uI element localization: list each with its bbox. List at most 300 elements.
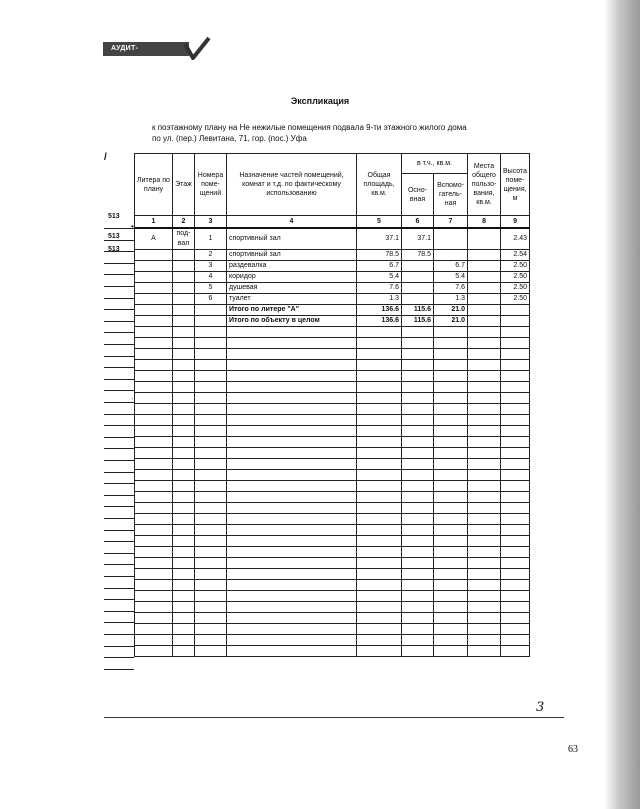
table-cell bbox=[227, 525, 357, 536]
stub-line bbox=[104, 518, 134, 519]
table-cell bbox=[357, 503, 402, 514]
stub-line bbox=[104, 356, 134, 357]
table-cell bbox=[501, 602, 530, 613]
table-cell bbox=[402, 437, 434, 448]
table-cell bbox=[434, 426, 468, 437]
table-cell bbox=[402, 525, 434, 536]
empty-row bbox=[135, 448, 530, 459]
stub-line bbox=[104, 309, 134, 310]
table-cell bbox=[468, 536, 501, 547]
table-cell bbox=[135, 272, 173, 283]
table-cell bbox=[195, 437, 227, 448]
document-subtitle bbox=[152, 122, 512, 144]
table-cell: 2.54 bbox=[501, 250, 530, 261]
table-cell bbox=[402, 349, 434, 360]
table-cell bbox=[402, 492, 434, 503]
document-title: Экспликация bbox=[290, 96, 350, 106]
table-cell bbox=[173, 558, 195, 569]
table-cell: душевая bbox=[227, 283, 357, 294]
table-cell bbox=[501, 591, 530, 602]
table-cell bbox=[195, 470, 227, 481]
stub-line bbox=[104, 495, 134, 496]
table-row bbox=[135, 283, 530, 294]
table-cell bbox=[357, 360, 402, 371]
table-cell bbox=[135, 349, 173, 360]
table-cell bbox=[434, 459, 468, 470]
table-cell bbox=[195, 580, 227, 591]
stub-line bbox=[104, 599, 134, 600]
table-cell bbox=[468, 448, 501, 459]
table-cell bbox=[501, 569, 530, 580]
table-cell bbox=[501, 305, 530, 316]
table-cell bbox=[434, 448, 468, 459]
table-cell bbox=[135, 261, 173, 272]
table-cell bbox=[501, 503, 530, 514]
table-cell bbox=[195, 536, 227, 547]
table-cell bbox=[434, 228, 468, 250]
header-main-area: Осно-вная bbox=[402, 174, 434, 216]
table-cell bbox=[135, 437, 173, 448]
table-cell bbox=[227, 569, 357, 580]
table-cell bbox=[357, 459, 402, 470]
table-cell bbox=[195, 514, 227, 525]
table-cell bbox=[434, 635, 468, 646]
table-cell bbox=[434, 613, 468, 624]
table-cell bbox=[468, 635, 501, 646]
bottom-rule bbox=[104, 717, 564, 718]
table-cell bbox=[195, 338, 227, 349]
stub-line bbox=[104, 646, 134, 647]
table-cell bbox=[173, 437, 195, 448]
stub-line bbox=[104, 263, 134, 264]
table-cell bbox=[195, 349, 227, 360]
table-cell bbox=[227, 393, 357, 404]
empty-row bbox=[135, 547, 530, 558]
table-cell bbox=[173, 525, 195, 536]
table-cell bbox=[195, 448, 227, 459]
table-cell: 136.6 bbox=[357, 305, 402, 316]
table-cell bbox=[402, 404, 434, 415]
table-cell bbox=[468, 426, 501, 437]
table-cell: спортивный зал bbox=[227, 228, 357, 250]
table-cell bbox=[135, 426, 173, 437]
stub-line bbox=[104, 506, 134, 507]
subtitle-line-2: по ул. (пер.) Левитана, 71, гор. (пос.) Уфа bbox=[152, 134, 307, 143]
empty-row bbox=[135, 580, 530, 591]
table-cell bbox=[434, 569, 468, 580]
stub-line bbox=[104, 530, 134, 531]
stub-line bbox=[104, 541, 134, 542]
table-cell bbox=[135, 360, 173, 371]
table-cell bbox=[227, 437, 357, 448]
table-cell bbox=[402, 426, 434, 437]
table-cell bbox=[173, 481, 195, 492]
table-cell bbox=[173, 404, 195, 415]
table-cell bbox=[227, 503, 357, 514]
col-number: 7 bbox=[434, 216, 468, 229]
table-cell bbox=[357, 349, 402, 360]
table-cell bbox=[468, 250, 501, 261]
table-cell bbox=[468, 470, 501, 481]
table-cell bbox=[468, 228, 501, 250]
stub-line bbox=[104, 321, 134, 322]
table-cell bbox=[501, 481, 530, 492]
margin-dot: : bbox=[131, 396, 134, 405]
table-cell bbox=[468, 360, 501, 371]
table-cell bbox=[173, 569, 195, 580]
table-cell bbox=[195, 624, 227, 635]
table-cell: 2.50 bbox=[501, 272, 530, 283]
table-cell bbox=[468, 569, 501, 580]
stub-line bbox=[104, 448, 134, 449]
table-cell bbox=[195, 646, 227, 657]
table-cell bbox=[135, 569, 173, 580]
table-cell bbox=[501, 646, 530, 657]
table-cell bbox=[195, 393, 227, 404]
table-cell bbox=[135, 646, 173, 657]
table-cell bbox=[468, 481, 501, 492]
col-number: 1 bbox=[135, 216, 173, 229]
table-cell bbox=[434, 558, 468, 569]
table-cell bbox=[227, 404, 357, 415]
table-cell bbox=[468, 327, 501, 338]
table-cell bbox=[357, 327, 402, 338]
table-cell bbox=[135, 404, 173, 415]
table-cell bbox=[434, 536, 468, 547]
table-cell bbox=[227, 580, 357, 591]
logo-check-icon bbox=[183, 36, 211, 60]
side-mark: 513 bbox=[108, 246, 120, 253]
table-cell bbox=[402, 624, 434, 635]
table-cell: 6.7 bbox=[357, 261, 402, 272]
table-cell bbox=[357, 536, 402, 547]
table-cell bbox=[501, 349, 530, 360]
table-cell bbox=[173, 316, 195, 327]
table-cell bbox=[402, 415, 434, 426]
stub-line bbox=[104, 622, 134, 623]
page-number: 63 bbox=[568, 744, 578, 755]
table-cell bbox=[468, 294, 501, 305]
table-cell bbox=[135, 459, 173, 470]
table-cell bbox=[402, 547, 434, 558]
table-cell bbox=[135, 294, 173, 305]
col-number: 4 bbox=[227, 216, 357, 229]
table-cell bbox=[135, 503, 173, 514]
table-cell bbox=[434, 591, 468, 602]
table-cell bbox=[173, 602, 195, 613]
table-cell bbox=[227, 492, 357, 503]
table-cell bbox=[195, 503, 227, 514]
empty-row bbox=[135, 492, 530, 503]
table-cell bbox=[357, 635, 402, 646]
table-cell bbox=[501, 536, 530, 547]
table-cell bbox=[195, 382, 227, 393]
table-cell bbox=[468, 338, 501, 349]
table-cell bbox=[227, 558, 357, 569]
table-cell bbox=[501, 448, 530, 459]
table-cell: 5.4 bbox=[434, 272, 468, 283]
table-cell bbox=[501, 635, 530, 646]
empty-row bbox=[135, 591, 530, 602]
table-cell bbox=[227, 646, 357, 657]
table-cell bbox=[402, 470, 434, 481]
table-cell bbox=[227, 426, 357, 437]
table-cell bbox=[501, 327, 530, 338]
stub-line bbox=[104, 240, 134, 241]
totals-row bbox=[135, 305, 530, 316]
table-cell bbox=[357, 437, 402, 448]
empty-row bbox=[135, 349, 530, 360]
subtitle-line-1: к поэтажному плану на Не нежилые помещения подвала 9-ти этажного жилого дома bbox=[152, 123, 467, 132]
table-cell bbox=[173, 393, 195, 404]
table-cell: коридор bbox=[227, 272, 357, 283]
table-cell bbox=[195, 327, 227, 338]
table-cell bbox=[173, 250, 195, 261]
table-cell: 7.6 bbox=[357, 283, 402, 294]
table-cell: 115.6 bbox=[402, 305, 434, 316]
table-cell bbox=[195, 316, 227, 327]
table-cell bbox=[357, 580, 402, 591]
table-cell bbox=[501, 624, 530, 635]
table-cell bbox=[402, 514, 434, 525]
table-cell bbox=[501, 437, 530, 448]
table-cell bbox=[227, 459, 357, 470]
table-cell bbox=[434, 382, 468, 393]
table-cell: 78.5 bbox=[357, 250, 402, 261]
table-row bbox=[135, 228, 530, 250]
table-cell bbox=[501, 580, 530, 591]
table-cell bbox=[195, 426, 227, 437]
table-cell bbox=[195, 602, 227, 613]
table-cell bbox=[227, 382, 357, 393]
table-cell bbox=[135, 283, 173, 294]
table-cell bbox=[227, 371, 357, 382]
stub-line bbox=[104, 425, 134, 426]
table-cell bbox=[195, 305, 227, 316]
table-cell bbox=[357, 448, 402, 459]
table-cell bbox=[227, 591, 357, 602]
table-cell bbox=[173, 646, 195, 657]
table-cell bbox=[357, 338, 402, 349]
table-cell bbox=[357, 613, 402, 624]
table-cell: 5 bbox=[195, 283, 227, 294]
empty-row bbox=[135, 415, 530, 426]
table-cell: 2.50 bbox=[501, 283, 530, 294]
table-cell bbox=[195, 459, 227, 470]
table-cell bbox=[173, 624, 195, 635]
empty-row bbox=[135, 569, 530, 580]
table-cell bbox=[227, 602, 357, 613]
table-cell bbox=[402, 580, 434, 591]
table-cell bbox=[173, 503, 195, 514]
table-cell bbox=[357, 404, 402, 415]
table-cell bbox=[227, 349, 357, 360]
stub-line bbox=[104, 483, 134, 484]
table-cell bbox=[195, 360, 227, 371]
stub-line bbox=[104, 657, 134, 658]
table-cell bbox=[468, 547, 501, 558]
table-cell bbox=[434, 360, 468, 371]
table-cell: 78.5 bbox=[402, 250, 434, 261]
col-number: 2 bbox=[173, 216, 195, 229]
stub-line bbox=[104, 298, 134, 299]
table-cell bbox=[135, 415, 173, 426]
table-cell bbox=[468, 580, 501, 591]
table-cell bbox=[135, 514, 173, 525]
table-cell bbox=[501, 426, 530, 437]
empty-row bbox=[135, 602, 530, 613]
header-including: в т.ч., кв.м. bbox=[402, 154, 468, 174]
table-cell bbox=[195, 569, 227, 580]
header-room-no: Номера поме-щений bbox=[195, 154, 227, 216]
table-cell: 1.3 bbox=[434, 294, 468, 305]
empty-row bbox=[135, 459, 530, 470]
table-cell bbox=[357, 393, 402, 404]
table-cell bbox=[468, 459, 501, 470]
table-cell: туалет bbox=[227, 294, 357, 305]
empty-row bbox=[135, 624, 530, 635]
col-number: 6 bbox=[402, 216, 434, 229]
scan-edge-shadow bbox=[604, 0, 640, 809]
table-cell bbox=[135, 525, 173, 536]
table-cell bbox=[173, 613, 195, 624]
table-cell: 7.6 bbox=[434, 283, 468, 294]
table-cell bbox=[402, 602, 434, 613]
table-cell bbox=[135, 393, 173, 404]
table-cell bbox=[195, 591, 227, 602]
table-cell bbox=[402, 558, 434, 569]
table-cell bbox=[501, 558, 530, 569]
table-cell bbox=[501, 415, 530, 426]
table-cell bbox=[357, 371, 402, 382]
table-cell bbox=[227, 481, 357, 492]
table-cell bbox=[195, 525, 227, 536]
table-cell bbox=[173, 349, 195, 360]
table-cell bbox=[135, 492, 173, 503]
table-cell bbox=[402, 272, 434, 283]
empty-row bbox=[135, 437, 530, 448]
table-cell bbox=[195, 547, 227, 558]
table-cell: 2.43 bbox=[501, 228, 530, 250]
table-cell bbox=[173, 360, 195, 371]
table-cell bbox=[357, 558, 402, 569]
stub-line bbox=[104, 414, 134, 415]
table-cell bbox=[434, 481, 468, 492]
table-cell bbox=[402, 294, 434, 305]
stub-line bbox=[104, 553, 134, 554]
table-cell bbox=[402, 503, 434, 514]
table-cell bbox=[357, 525, 402, 536]
table-cell bbox=[501, 470, 530, 481]
table-cell: 2 bbox=[195, 250, 227, 261]
table-cell bbox=[434, 338, 468, 349]
stub-line bbox=[104, 669, 134, 670]
table-cell bbox=[434, 602, 468, 613]
empty-row bbox=[135, 503, 530, 514]
table-cell bbox=[402, 393, 434, 404]
table-cell bbox=[227, 360, 357, 371]
table-cell bbox=[434, 525, 468, 536]
table-cell bbox=[468, 283, 501, 294]
table-cell bbox=[135, 448, 173, 459]
empty-row bbox=[135, 613, 530, 624]
table-cell bbox=[173, 470, 195, 481]
table-cell bbox=[402, 635, 434, 646]
stub-line bbox=[104, 379, 134, 380]
table-cell bbox=[357, 470, 402, 481]
table-cell bbox=[195, 481, 227, 492]
table-cell bbox=[468, 261, 501, 272]
explication-table bbox=[134, 153, 530, 657]
table-cell bbox=[402, 371, 434, 382]
stub-line bbox=[104, 634, 134, 635]
company-logo: АУДИТ-БЕЗОПАСНОСТЬ bbox=[103, 42, 189, 56]
table-cell: 6 bbox=[195, 294, 227, 305]
side-mark: 513 bbox=[108, 233, 120, 240]
table-cell bbox=[357, 569, 402, 580]
table-cell: 6.7 bbox=[434, 261, 468, 272]
col-number: 9 bbox=[501, 216, 530, 229]
table-cell bbox=[434, 250, 468, 261]
table-cell bbox=[434, 415, 468, 426]
table-cell bbox=[402, 613, 434, 624]
table-cell bbox=[135, 613, 173, 624]
table-cell bbox=[468, 393, 501, 404]
empty-row bbox=[135, 536, 530, 547]
table-cell bbox=[501, 459, 530, 470]
table-cell bbox=[135, 635, 173, 646]
empty-row bbox=[135, 371, 530, 382]
table-cell bbox=[434, 514, 468, 525]
table-cell bbox=[357, 646, 402, 657]
table-cell bbox=[468, 316, 501, 327]
table-cell: 4 bbox=[195, 272, 227, 283]
table-cell bbox=[434, 503, 468, 514]
table-cell bbox=[357, 624, 402, 635]
table-cell bbox=[501, 613, 530, 624]
table-cell bbox=[501, 393, 530, 404]
empty-row bbox=[135, 481, 530, 492]
table-cell bbox=[173, 261, 195, 272]
table-cell bbox=[227, 327, 357, 338]
table-cell bbox=[227, 536, 357, 547]
table-cell bbox=[195, 492, 227, 503]
table-cell bbox=[468, 613, 501, 624]
table-cell bbox=[434, 404, 468, 415]
table-cell: Итого по литере "А" bbox=[227, 305, 357, 316]
table-cell: 3 bbox=[195, 261, 227, 272]
table-cell bbox=[402, 261, 434, 272]
table-row bbox=[135, 261, 530, 272]
margin-tick: / bbox=[104, 152, 107, 163]
table-cell bbox=[501, 382, 530, 393]
table-cell: 37.1 bbox=[357, 228, 402, 250]
table-cell bbox=[195, 404, 227, 415]
table-cell bbox=[434, 646, 468, 657]
side-mark: 513 bbox=[108, 213, 120, 220]
table-cell bbox=[135, 580, 173, 591]
table-cell bbox=[173, 426, 195, 437]
signature-mark: 3 bbox=[536, 700, 545, 715]
stub-line bbox=[104, 564, 134, 565]
table-cell bbox=[195, 415, 227, 426]
table-cell bbox=[402, 459, 434, 470]
table-cell bbox=[468, 371, 501, 382]
totals-row bbox=[135, 316, 530, 327]
table-cell bbox=[227, 624, 357, 635]
table-cell bbox=[227, 415, 357, 426]
empty-row bbox=[135, 470, 530, 481]
